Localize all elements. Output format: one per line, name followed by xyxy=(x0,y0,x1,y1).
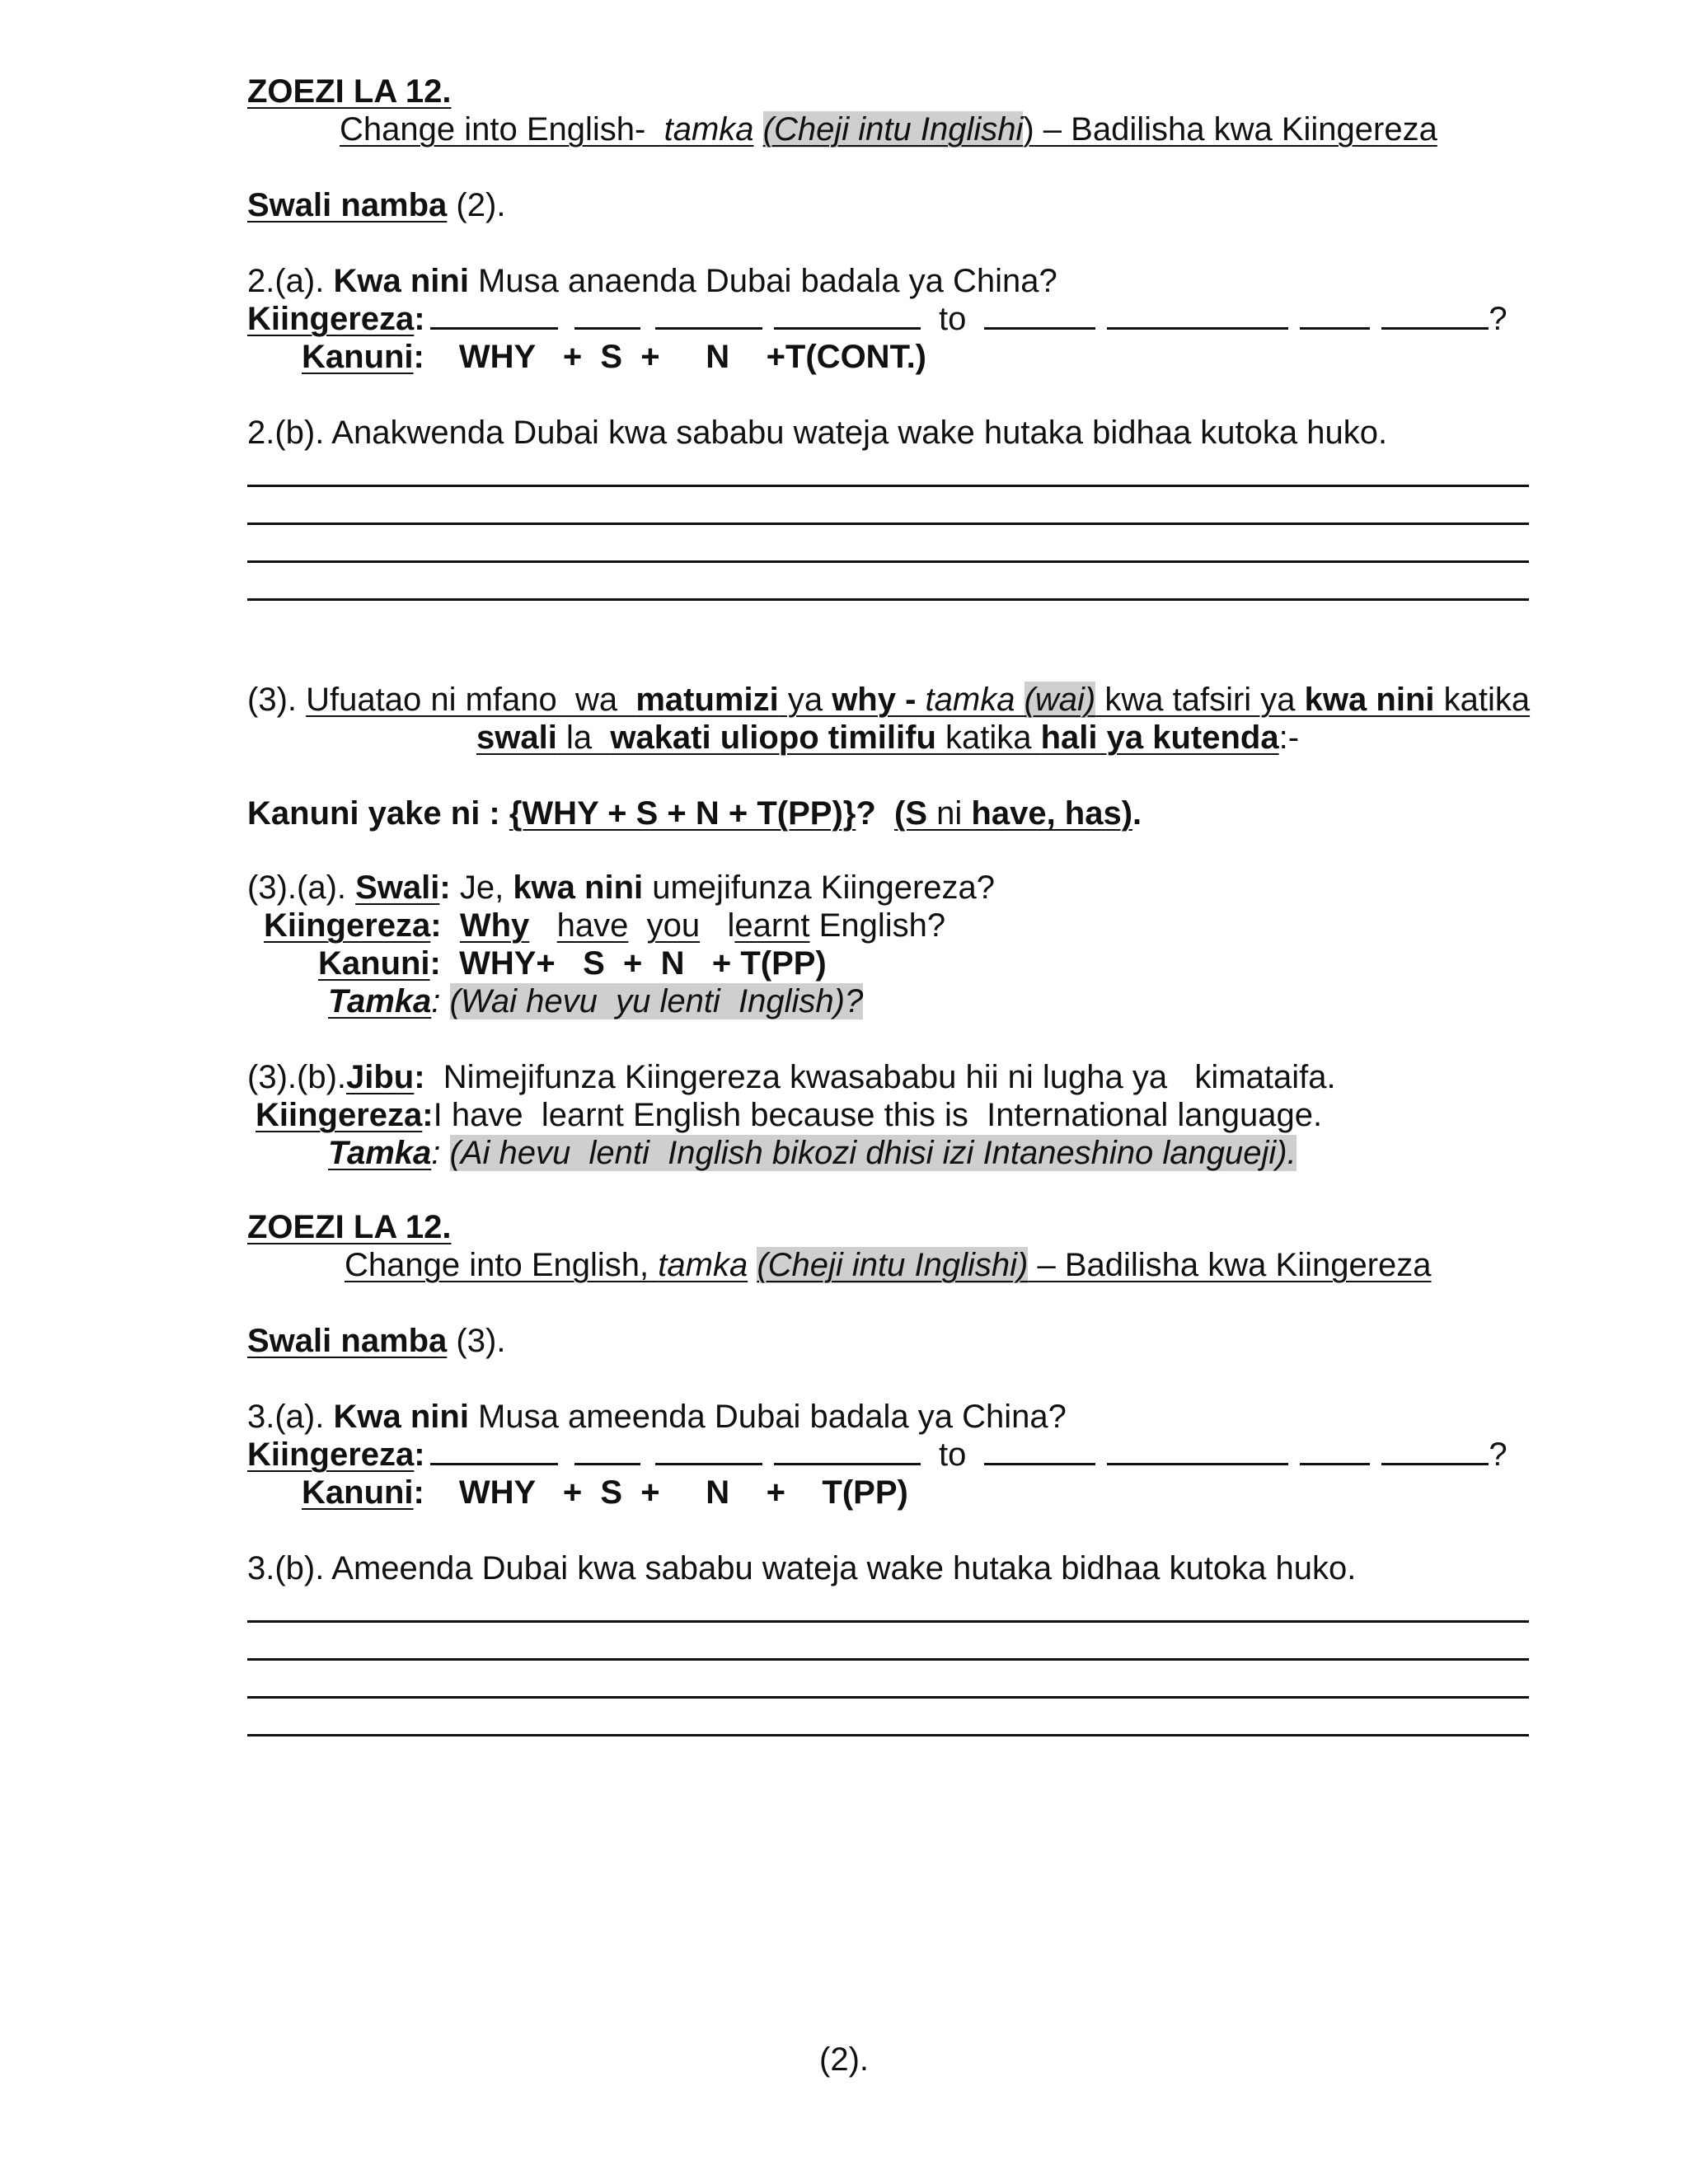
answer-line[interactable] xyxy=(247,1658,1529,1661)
word-have: have xyxy=(556,907,629,944)
explanation-text: tamka xyxy=(925,682,1015,718)
kiingereza-colon: : xyxy=(430,907,442,944)
explanation-text: why - xyxy=(832,682,926,718)
answer-blank[interactable] xyxy=(1381,301,1489,330)
kanuni-formula: WHY + S + N +T(CONT.) xyxy=(458,339,927,375)
question-3a-text: Musa ameenda Dubai badala ya China? xyxy=(468,1399,1067,1435)
kanuni-yake-text: ni xyxy=(927,795,972,832)
question-number-heading xyxy=(247,186,505,224)
answer-line[interactable] xyxy=(247,485,1529,487)
example-english-text: I have learnt English because this is International language. xyxy=(433,1097,1323,1133)
kanuni-yake-text: have, has) xyxy=(971,795,1133,832)
answer-blank[interactable] xyxy=(1107,301,1288,330)
example-3a-kanuni xyxy=(318,944,827,982)
instruction-tamka: tamka xyxy=(658,1247,748,1283)
kanuni-3a-line xyxy=(302,1474,908,1511)
jibu-label: Jibu xyxy=(346,1059,415,1095)
tamka-pronunciation: (Ai hevu lenti Inglish bikozi dhisi izi Intaneshino langueji). xyxy=(449,1135,1296,1171)
question-3a-prefix: 3.(a). xyxy=(247,1399,334,1435)
word-learnt-l: l xyxy=(727,907,735,944)
answer-blank[interactable] xyxy=(774,301,921,330)
kanuni-yake-text: . xyxy=(1132,795,1142,832)
explanation-pronunciation: (wai) xyxy=(1024,682,1096,718)
answer-to-word: to xyxy=(939,301,967,337)
swali-namba-value: (2). xyxy=(447,187,506,223)
word-why: Why xyxy=(459,907,530,944)
kanuni-label: Kanuni xyxy=(318,945,430,982)
tamka-pronunciation: (Wai hevu yu lenti Inglish)? xyxy=(449,983,864,1019)
answer-blank[interactable] xyxy=(984,1436,1095,1465)
kanuni-yake-formula: {WHY + S + N + T(PP)} xyxy=(509,795,856,832)
answer-line[interactable] xyxy=(247,1620,1529,1623)
example-prefix: (3).(b). xyxy=(247,1059,346,1095)
kiingereza-label: Kiingereza xyxy=(247,1436,415,1473)
answer-blank[interactable] xyxy=(984,301,1095,330)
page-number: (2). xyxy=(819,2041,869,2078)
explanation-text: :- xyxy=(1278,719,1300,756)
kanuni-2a-line xyxy=(302,338,926,376)
answer-blank[interactable] xyxy=(430,1436,558,1465)
kanuni-yake-text: ? xyxy=(856,795,895,832)
kiingereza-label: Kiingereza xyxy=(264,907,431,944)
question-2a-bold: Kwa nini xyxy=(333,263,469,299)
kanuni-label: Kanuni xyxy=(302,339,414,375)
example-text: Je, xyxy=(450,869,513,906)
kiingereza-3a-line xyxy=(247,1436,425,1474)
kanuni-formula: WHY+ S + N + T(PP) xyxy=(459,945,827,982)
kanuni-colon: : xyxy=(413,1474,424,1511)
instruction-tamka: tamka xyxy=(663,111,754,148)
answer-line[interactable] xyxy=(247,1734,1529,1736)
kiingereza-2a-line xyxy=(247,300,425,338)
swali-colon: : xyxy=(439,869,451,906)
word-learnt: earnt xyxy=(734,907,810,944)
answer-blanks-3a xyxy=(430,1436,1507,1474)
kanuni-yake-text: (S xyxy=(894,795,928,832)
example-text: umejifunza Kiingereza? xyxy=(643,869,996,906)
instruction-pronunciation: (Cheji intu Inglishi) xyxy=(757,1247,1029,1283)
explanation-text: hali ya kutenda xyxy=(1040,719,1279,756)
example-3a-question xyxy=(247,869,995,907)
answer-blank[interactable] xyxy=(430,301,558,330)
explanation-text: Ufuatao ni mfano wa xyxy=(306,682,636,718)
kiingereza-colon: : xyxy=(414,1436,425,1473)
example-3a-english xyxy=(264,907,945,944)
explanation-line-1 xyxy=(247,681,1530,719)
instruction-text: Change into English- xyxy=(340,111,664,148)
answer-line[interactable] xyxy=(247,598,1529,601)
example-3a-tamka xyxy=(328,982,863,1020)
instruction-line xyxy=(345,1246,1432,1284)
instruction-space xyxy=(754,111,763,148)
explanation-text: swali xyxy=(476,719,557,756)
answer-question-mark: ? xyxy=(1489,1436,1507,1473)
example-3b-english xyxy=(256,1096,1322,1134)
question-2a-text: Musa anaenda Dubai badala ya China? xyxy=(468,263,1057,299)
instruction-text: Change into English, xyxy=(345,1247,659,1283)
answer-blank[interactable] xyxy=(655,301,762,330)
answer-blank[interactable] xyxy=(574,1436,640,1465)
kiingereza-colon: : xyxy=(414,301,425,337)
question-2b: 2.(b). Anakwenda Dubai kwa sababu wateja wake hutaka bidhaa kutoka huko. xyxy=(247,415,1388,451)
kanuni-yake-line xyxy=(247,794,1142,832)
answer-blank[interactable] xyxy=(1381,1436,1489,1465)
answer-blank[interactable] xyxy=(774,1436,921,1465)
exercise-title: ZOEZI LA 12. xyxy=(247,1209,452,1245)
explanation-text: katika xyxy=(1434,682,1531,718)
answer-blank[interactable] xyxy=(1300,301,1370,330)
word-you: you xyxy=(646,907,701,944)
answer-blank[interactable] xyxy=(1300,1436,1370,1465)
swali-namba-label: Swali namba xyxy=(247,187,448,223)
instruction-swahili: – Badilisha kwa Kiingereza xyxy=(1034,111,1437,148)
explanation-number: (3). xyxy=(247,682,307,718)
question-2a xyxy=(247,262,1057,300)
answer-line[interactable] xyxy=(247,523,1529,525)
tamka-label: Tamka xyxy=(328,1135,432,1171)
explanation-text: wakati uliopo timilifu xyxy=(610,719,936,756)
example-3b-tamka xyxy=(328,1134,1296,1172)
tamka-colon: : xyxy=(431,1135,441,1171)
tamka-label: Tamka xyxy=(328,983,432,1019)
kiingereza-colon: : xyxy=(422,1097,434,1133)
instruction-swahili: – Badilisha kwa Kiingereza xyxy=(1028,1247,1432,1283)
explanation-text: katika xyxy=(935,719,1041,756)
word-english: English? xyxy=(809,907,946,944)
swali-namba-label: Swali namba xyxy=(247,1323,448,1359)
question-3a-bold: Kwa nini xyxy=(333,1399,469,1435)
explanation-text xyxy=(1015,682,1024,718)
swali-namba-value: (3). xyxy=(447,1323,506,1359)
answer-to-word: to xyxy=(939,1436,967,1473)
question-2a-prefix: 2.(a). xyxy=(247,263,334,299)
kanuni-colon: : xyxy=(413,339,424,375)
explanation-text: la xyxy=(556,719,611,756)
jibu-colon: : xyxy=(414,1059,425,1095)
swali-label: Swali xyxy=(355,869,440,906)
instruction-line xyxy=(340,110,1437,148)
tamka-colon: : xyxy=(431,983,441,1019)
explanation-text: kwa nini xyxy=(1304,682,1435,718)
explanation-text: matumizi xyxy=(635,682,779,718)
example-prefix: (3).(a). xyxy=(247,869,356,906)
answer-blank[interactable] xyxy=(655,1436,762,1465)
kiingereza-label: Kiingereza xyxy=(256,1097,423,1133)
example-text: Nimejifunza Kiingereza kwasababu hii ni lugha ya kimataifa. xyxy=(424,1059,1336,1095)
example-text: kwa nini xyxy=(513,869,644,906)
instruction-pronunciation: (Cheji intu Inglishi xyxy=(762,111,1024,148)
answer-blanks-2a xyxy=(430,300,1507,338)
kiingereza-label: Kiingereza xyxy=(247,301,415,337)
explanation-line-2 xyxy=(476,719,1299,757)
kanuni-formula: WHY + S + N + T(PP) xyxy=(458,1474,908,1511)
answer-blank[interactable] xyxy=(1107,1436,1288,1465)
explanation-text: kwa tafsiri ya xyxy=(1095,682,1305,718)
answer-line[interactable] xyxy=(247,560,1529,563)
answer-blank[interactable] xyxy=(574,301,640,330)
answer-question-mark: ? xyxy=(1489,301,1507,337)
question-number-heading xyxy=(247,1322,505,1360)
kanuni-label: Kanuni xyxy=(302,1474,414,1511)
kanuni-yake-label: Kanuni yake ni : xyxy=(247,795,509,832)
instruction-space xyxy=(748,1247,757,1283)
kanuni-colon: : xyxy=(429,945,441,982)
example-3b-answer xyxy=(247,1058,1336,1096)
exercise-title: ZOEZI LA 12. xyxy=(247,73,452,110)
explanation-text: ya xyxy=(778,682,832,718)
question-3a xyxy=(247,1398,1067,1436)
question-3b: 3.(b). Ameenda Dubai kwa sababu wateja wake hutaka bidhaa kutoka huko. xyxy=(247,1550,1357,1586)
instruction-paren: ) xyxy=(1023,111,1034,148)
answer-line[interactable] xyxy=(247,1696,1529,1699)
